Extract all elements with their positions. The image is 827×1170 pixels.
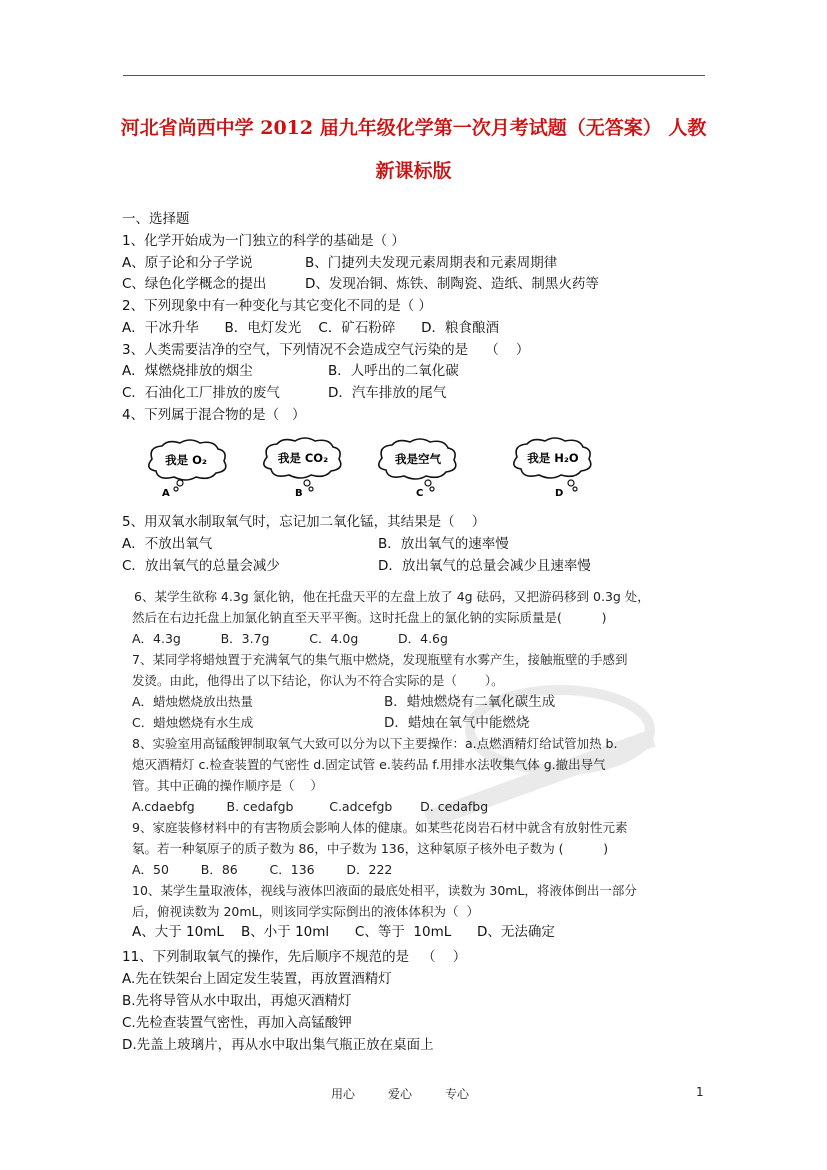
footer-left: 用心 — [331, 1087, 356, 1101]
q5-option-c: C．放出氧气的总量会减少 — [122, 558, 280, 574]
q4-speech-bubbles-figure — [140, 437, 620, 503]
q8-options: A.cdaebfg B. cedafgb C.adcefgb D. cedafbg — [132, 799, 489, 814]
q8-line2: 熄灭酒精灯 c.检查装置的气密性 d.固定试管 e.装药品 f.用排水法收集气体 g.撤出导气 — [132, 757, 606, 772]
q6-line2: 然后在右边托盘上加氯化钠直至天平平衡。这时托盘上的氯化钠的实际质量是( ) — [132, 610, 607, 625]
q6-options: A．4.3g B．3.7g C．4.0g D．4.6g — [132, 631, 448, 646]
q10-line2: 后，俯视读数为 20mL，则该同学实际倒出的液体体积为（ ） — [132, 904, 479, 919]
q7-line1: 7、某同学将蜡烛置于充满氧气的集气瓶中燃烧，发现瓶壁有水雾产生，接触瓶壁的手感到 — [132, 652, 628, 667]
q5-option-a: A．不放出氧气 — [122, 536, 213, 552]
q2-stem: 2、下列现象中有一种变化与其它变化不同的是（ ） — [122, 298, 432, 314]
q8-line3: 管。其中正确的操作顺序是（ ） — [132, 778, 323, 793]
q11-option-b: B.先将导管从水中取出，再熄灭酒精灯 — [122, 993, 352, 1009]
bubble-c-text: 我是空气 — [395, 452, 441, 466]
q1-option-d: D、发现冶铜、炼铁、制陶瓷、造纸、制黑火药等 — [305, 276, 599, 292]
q5-stem: 5、用双氧水制取氧气时，忘记加二氧化锰，其结果是（ ） — [122, 514, 486, 530]
q5-option-d: D．放出氧气的总量会减少且速率慢 — [378, 558, 591, 574]
bubble-a-letter: A — [162, 488, 170, 499]
q1-option-b: B、门捷列夫发现元素周期表和元素周期律 — [305, 255, 558, 271]
header-rule — [123, 75, 705, 76]
q1-option-c: C、绿色化学概念的提出 — [122, 276, 267, 292]
q11-stem: 11、下列制取氧气的操作，先后顺序不规范的是 （ ） — [122, 949, 467, 965]
bubble-c-letter: C — [416, 488, 424, 499]
q2-options: A．干冰升华 B．电灯发光 C．矿石粉碎 D．粮食酿酒 — [122, 320, 499, 336]
q10-options: A、大于 10mL B、小于 10ml C、等于 10mL D、无法确定 — [132, 924, 555, 940]
q11-option-c: C.先检查装置气密性，再加入高锰酸钾 — [122, 1015, 352, 1031]
q1-stem: 1、化学开始成为一门独立的科学的基础是（ ） — [122, 233, 405, 249]
q7-option-a: A．蜡烛燃烧放出热量 — [132, 694, 254, 709]
q7-line2: 发烫。由此，他得出了以下结论，你认为不符合实际的是（ ）。 — [132, 673, 504, 688]
footer-right: 专心 — [445, 1087, 470, 1101]
bubble-d-text: 我是 H₂O — [527, 451, 579, 465]
q7-option-d: D．蜡烛在氧气中能燃烧 — [384, 715, 530, 731]
bubble-b — [264, 438, 341, 499]
bubble-b-letter: B — [295, 488, 303, 499]
q3-option-b: B．人呼出的二氧化碳 — [328, 363, 459, 379]
bubble-a-text: 我是 O₂ — [165, 453, 207, 467]
page-title-cont: 新课标版 — [375, 160, 452, 182]
q5-option-b: B．放出氧气的速率慢 — [378, 536, 509, 552]
q8-line1: 8、实验室用高锰酸钾制取氧气大致可以分为以下主要操作：a.点燃酒精灯给试管加热 b. — [132, 736, 618, 751]
bubble-d-letter: D — [555, 488, 564, 499]
q7-option-b: B．蜡烛燃烧有二氧化碳生成 — [384, 694, 556, 710]
q1-option-a: A、原子论和分子学说 — [122, 255, 253, 271]
q3-option-d: D．汽车排放的尾气 — [328, 385, 447, 401]
page-number: 1 — [696, 1085, 704, 1099]
bubble-d — [514, 438, 591, 499]
footer-mid: 爱心 — [388, 1087, 413, 1101]
q3-stem: 3、人类需要洁净的空气，下列情况不会造成空气污染的是 （ ） — [122, 342, 530, 358]
q3-option-a: A．煤燃烧排放的烟尘 — [122, 363, 253, 379]
bubble-a — [149, 440, 226, 499]
q9-line1: 9、家庭装修材料中的有害物质会影响人体的健康。如某些花岗岩石材中就含有放射性元素 — [132, 820, 628, 835]
bubble-c — [379, 439, 456, 499]
q7-option-c: C．蜡烛燃烧有水生成 — [132, 715, 254, 730]
q9-options: A．50 B．86 C．136 D．222 — [132, 862, 393, 877]
q9-line2: 氡。若一种氡原子的质子数为 86，中子数为 136，这种氡原子核外电子数为 ( ) — [132, 841, 609, 856]
q4-stem: 4、下列属于混合物的是（ ） — [122, 407, 306, 423]
q11-option-a: A.先在铁架台上固定发生装置，再放置酒精灯 — [122, 971, 392, 987]
q3-option-c: C．石油化工厂排放的废气 — [122, 385, 280, 401]
bubble-b-text: 我是 CO₂ — [277, 451, 329, 465]
q6-line1: 6、某学生欲称 4.3g 氯化钠，他在托盘天平的左盘上放了 4g 砝码，又把游码移到 0.3g 处， — [134, 589, 650, 604]
page-title: 河北省尚西中学 2012 届九年级化学第一次月考试题（无答案） 人教 — [120, 117, 707, 139]
q10-line1: 10、某学生量取液体，视线与液体凹液面的最底处相平，读数为 30mL，将液体倒出一部分 — [132, 883, 637, 898]
q11-option-d: D.先盖上玻璃片，再从水中取出集气瓶正放在桌面上 — [122, 1037, 434, 1053]
section-heading: 一、选择题 — [122, 211, 190, 227]
